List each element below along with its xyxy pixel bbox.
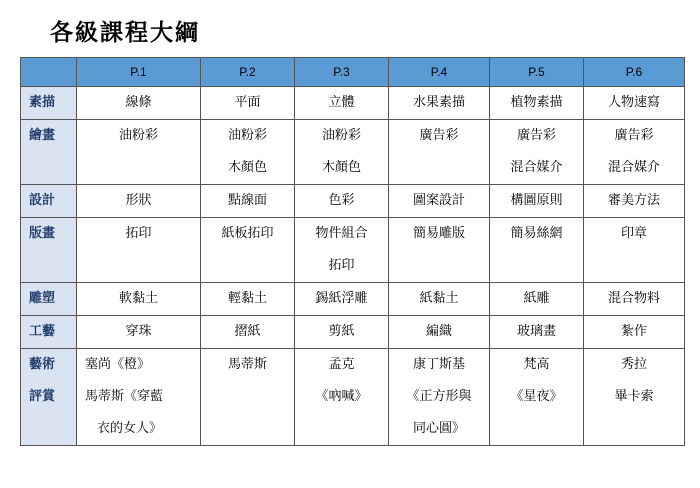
- table-row: [21, 283, 685, 316]
- table-cell: [201, 120, 295, 185]
- table-cell: [201, 218, 295, 283]
- cell-text: 編織: [425, 324, 452, 339]
- table-cell: [77, 87, 201, 120]
- row-header-label: 藝術: [29, 357, 56, 372]
- column-header-p4: P.4: [389, 58, 490, 87]
- cell-text: 紙黏土: [419, 291, 459, 306]
- cell-text: 紙板拓印: [221, 226, 274, 241]
- cell-text: 混合物料: [607, 291, 660, 306]
- cell-text: 物件組合: [315, 226, 368, 241]
- table-cell: [77, 120, 201, 185]
- cell-text: 同心圓》: [412, 421, 465, 436]
- cell-text: 圖案設計: [412, 193, 465, 208]
- table-cell: [77, 218, 201, 283]
- table-cell: [77, 349, 201, 446]
- cell-text: 馬蒂斯: [227, 357, 267, 372]
- cell-text: 油粉彩: [321, 128, 361, 143]
- cell-text: 線條: [125, 95, 152, 110]
- table-cell: [201, 349, 295, 446]
- table-cell: [490, 120, 584, 185]
- cell-text: 廣告彩: [614, 128, 654, 143]
- table-cell: [77, 316, 201, 349]
- cell-text: 平面: [234, 95, 261, 110]
- table-row: [21, 120, 685, 185]
- table-cell: [584, 87, 685, 120]
- cell-text: 康丁斯基: [412, 357, 465, 372]
- table-cell: [77, 185, 201, 218]
- row-header-label: 設計: [29, 193, 56, 208]
- cell-text: 錫紙浮雕: [315, 291, 368, 306]
- row-header: [21, 349, 77, 446]
- row-header: [21, 185, 77, 218]
- cell-text: 廣告彩: [516, 128, 556, 143]
- table-row: [21, 316, 685, 349]
- table-row: [21, 218, 685, 283]
- cell-text: 廣告彩: [419, 128, 459, 143]
- table-cell: [295, 185, 389, 218]
- row-header-label: 版畫: [29, 226, 56, 241]
- row-header: [21, 283, 77, 316]
- table-cell: [389, 185, 490, 218]
- syllabus-table: [20, 57, 685, 446]
- cell-text: 紮作: [620, 324, 647, 339]
- table-cell: [201, 185, 295, 218]
- table-cell: [295, 349, 389, 446]
- table-cell: [201, 87, 295, 120]
- table-cell: [389, 120, 490, 185]
- row-header: [21, 87, 77, 120]
- table-cell: [584, 316, 685, 349]
- header-corner-cell: [21, 58, 77, 87]
- cell-text: 《吶喊》: [315, 389, 368, 404]
- cell-text: 印章: [620, 226, 647, 241]
- column-header-p6: P.6: [584, 58, 685, 87]
- cell-text: 剪紙: [328, 324, 355, 339]
- cell-text: 水果素描: [412, 95, 465, 110]
- table-cell: [295, 120, 389, 185]
- cell-text: 軟黏土: [118, 291, 158, 306]
- cell-text: 梵高: [523, 357, 550, 372]
- cell-text: 構圖原則: [510, 193, 563, 208]
- cell-text: 木顏色: [227, 160, 267, 175]
- cell-text: 木顏色: [321, 160, 361, 175]
- table-cell: [295, 316, 389, 349]
- cell-text: 馬蒂斯《穿藍: [85, 389, 164, 404]
- row-header-label: 雕塑: [29, 291, 56, 306]
- table-cell: [584, 349, 685, 446]
- row-header: [21, 120, 77, 185]
- cell-text: 油粉彩: [227, 128, 267, 143]
- page-title: 各級課程大綱: [50, 20, 200, 46]
- table-cell: [490, 316, 584, 349]
- cell-text: 《星夜》: [510, 389, 563, 404]
- column-header-p2: P.2: [201, 58, 295, 87]
- cell-text: 玻璃畫: [516, 324, 556, 339]
- cell-text: 人物速寫: [607, 95, 660, 110]
- table-cell: [584, 218, 685, 283]
- table-cell: [490, 87, 584, 120]
- table-row: [21, 349, 685, 446]
- cell-text: 植物素描: [510, 95, 563, 110]
- cell-text: 衣的女人》: [97, 421, 163, 436]
- cell-text: 孟克: [328, 357, 355, 372]
- table-cell: [490, 218, 584, 283]
- column-header-p3: P.3: [295, 58, 389, 87]
- table-cell: [389, 349, 490, 446]
- table-cell: [490, 349, 584, 446]
- table-cell: [490, 185, 584, 218]
- cell-text: 輕黏土: [227, 291, 267, 306]
- cell-text: 《正方形與: [406, 389, 472, 404]
- table-cell: [490, 283, 584, 316]
- cell-text: 紙雕: [523, 291, 550, 306]
- table-cell: [201, 316, 295, 349]
- table-row: [21, 185, 685, 218]
- cell-text: 審美方法: [607, 193, 660, 208]
- row-header: [21, 218, 77, 283]
- row-header-label: 工藝: [29, 324, 56, 339]
- column-header-p1: P.1: [77, 58, 201, 87]
- cell-text: 立體: [328, 95, 355, 110]
- row-header-label: 評賞: [29, 389, 56, 404]
- table-cell: [584, 283, 685, 316]
- cell-text: 拓印: [328, 258, 355, 273]
- cell-text: 混合媒介: [510, 160, 563, 175]
- cell-text: 塞尚《橙》: [85, 357, 151, 372]
- row-header: [21, 316, 77, 349]
- cell-text: 簡易雕版: [412, 226, 465, 241]
- table-cell: [389, 87, 490, 120]
- table-cell: [584, 120, 685, 185]
- cell-text: 混合媒介: [607, 160, 660, 175]
- cell-text: 秀拉: [620, 357, 647, 372]
- cell-text: 簡易絲網: [510, 226, 563, 241]
- header-row: [21, 58, 685, 87]
- table-cell: [295, 283, 389, 316]
- table-cell: [77, 283, 201, 316]
- cell-text: 色彩: [328, 193, 355, 208]
- cell-text: 油粉彩: [118, 128, 158, 143]
- cell-text: 穿珠: [125, 324, 152, 339]
- cell-text: 畢卡索: [614, 389, 654, 404]
- table-cell: [201, 283, 295, 316]
- table-cell: [295, 87, 389, 120]
- table-body: [21, 87, 685, 446]
- table-cell: [295, 218, 389, 283]
- cell-text: 點線面: [227, 193, 267, 208]
- cell-text: 形狀: [125, 193, 152, 208]
- table-cell: [389, 283, 490, 316]
- row-header-label: 素描: [29, 95, 56, 110]
- table-cell: [389, 218, 490, 283]
- table-row: [21, 87, 685, 120]
- row-header-label: 繪畫: [29, 128, 56, 143]
- cell-text: 摺紙: [234, 324, 261, 339]
- cell-text: 拓印: [125, 226, 152, 241]
- table-cell: [584, 185, 685, 218]
- column-header-p5: P.5: [490, 58, 584, 87]
- table-cell: [389, 316, 490, 349]
